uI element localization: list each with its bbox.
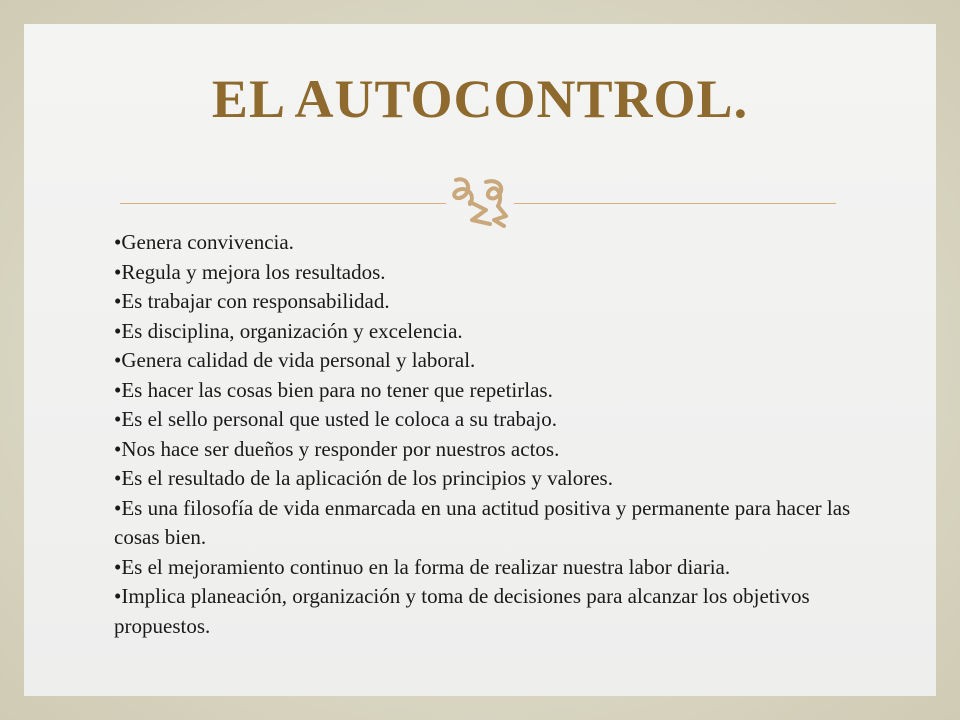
bullet-text: Implica planeación, organización y toma de decisiones para alcanzar los objetivos propuestos. [114, 584, 810, 638]
divider-right [514, 203, 836, 204]
bullet-item [114, 553, 874, 583]
bullet-mark: • [114, 289, 122, 313]
bullet-item [114, 405, 874, 435]
bullet-text: Genera convivencia. [121, 230, 294, 254]
bullet-list [114, 228, 874, 641]
bullet-text: Nos hace ser dueños y responder por nuestros actos. [121, 436, 560, 461]
bullet-mark: • [114, 230, 122, 254]
bullet-text: Es disciplina, organización y excelencia. [121, 318, 463, 343]
bullet-text: Es hacer las cosas bien para no tener que repetirlas. [121, 377, 553, 402]
bullet-item [114, 464, 874, 494]
bullet-item [114, 287, 874, 317]
bullet-item [114, 258, 874, 288]
divider-left [120, 203, 446, 204]
bullet-item [114, 582, 874, 641]
bullet-text: Es el sello personal que usted le coloca a su trabajo. [121, 407, 557, 431]
bullet-item [114, 435, 874, 465]
bullet-mark: • [114, 318, 122, 343]
bullet-text: Es trabajar con responsabilidad. [121, 289, 390, 313]
bullet-text: Es una filosofía de vida enmarcada en una actitud positiva y permanente para hacer las cosas bien. [114, 495, 851, 549]
bullet-text: Es el mejoramiento continuo en la forma de realizar nuestra labor diaria. [121, 554, 731, 579]
bullet-item [114, 494, 874, 553]
bullet-item [114, 346, 874, 376]
bullet-text: Es el resultado de la aplicación de los principios y valores. [121, 466, 613, 490]
bullet-mark: • [114, 377, 122, 402]
bullet-mark: • [114, 554, 122, 579]
bullet-item [114, 317, 874, 347]
bullet-item [114, 376, 874, 406]
bullet-mark: • [114, 259, 122, 284]
bullet-mark: • [114, 495, 122, 520]
slide-title: EL AUTOCONTROL. [211, 69, 749, 129]
ornament-icon [446, 172, 514, 232]
bullet-mark: • [114, 466, 122, 490]
bullet-mark: • [114, 407, 122, 431]
bullet-mark: • [114, 584, 122, 608]
bullet-item [114, 228, 874, 258]
bullet-text: Regula y mejora los resultados. [121, 259, 386, 284]
bullet-mark: • [114, 436, 122, 461]
bullet-mark: • [114, 348, 122, 372]
bullet-text: Genera calidad de vida personal y laboral. [121, 348, 476, 372]
